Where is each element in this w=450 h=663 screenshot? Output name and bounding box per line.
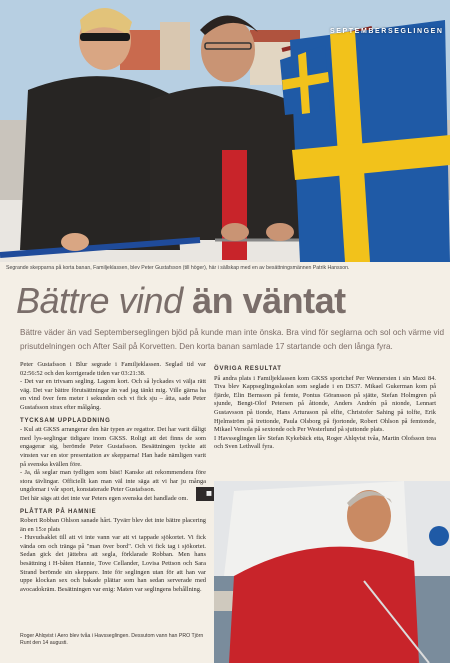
right-paragraph-2: I Havsseglingen låv Stefan Kykebäck etta, Roger Ahlqvist tvåa, Martin Olofsson trea och Sven Lethvall fyra. [214,434,436,451]
left-heading-2: PLÅTTAR PÅ HAMNIE [20,508,97,515]
left-paragraph-7: - Huvudsaklet till att vi inte vann var att vi tappade sjökortet. Vi fick vända om och tränga på "man över bord". Och vi fick tag i sjökortet. Sedan gick det jättebra att segla, förklarade Robban. Men hans besättning i H-båten Hannie, Tove Cellander, Lovisa Pettson och Sara Strand berömde sin skeppare. Inte för seglingen utan för att han var uppe klockan sex och bakade plättar som han sedan serverade med avocadokräm. Besättningen var enig: Maten var seglingens behållning. [20,534,206,593]
right-heading: ÖVRIGA RESULTAT [214,366,282,372]
section-label: SEPTEMBERSEGLINGEN [330,28,444,35]
left-paragraph-5: Det här sägs att det inte var Peters egen svenska det handlade om. [20,494,189,502]
headline-part2: än väntat [192,280,346,321]
headline-part1: Bättre vind [16,280,193,321]
left-paragraph-3: - Kul att GKSS arrangerar den här typen av regattor. Det har varit dåligt med lys-seglingar tidigare inom GKSS. Roligt att det finns de som engagerar sig, berömde Peter Gustafsson. Besättningen tyckte att vinsten var en stor presentation av skepparna! Han hade nämligen varit på svenska kvällen före. [20,426,206,468]
right-paragraph-1: På andra plats i Familjeklassen kom GKSS sportchef Per Wennersten i sin Maxi 84. Tiva blev Kappseglingsskolan som seglade i en DS37. Mikael Gukerman kom på fjärde, Elin Bernsson på femte, Pontus Göransson på sjätte, Stefan Holmgren på sjunde, Bengt-Olof Petersen på åttonde, Anders Andrén på nionde, Lennart Gustavsson på tionde, Hans Arturason på elfte, Christofer Sahing på tolfte, Erik Hjelmström på trettonde, Paula Olsborg på fjortonde, Robert Ohlson på femtonde, Mikael Versola på sextonde och Per Westerlund på sjuttonde plats. [214,374,436,434]
left-paragraph-4: - Ja, då seglar man tydligen som bäst! Kanske att rekommendera före stora tävlingar. Officiellt kan man väl inte säga att vi har ju många ungdomar i vår sport, konstaterade Peter Gustafsson. [20,469,206,494]
harbour-photo-illustration [0,0,450,262]
article-headline [16,280,446,324]
right-column [214,361,436,452]
photo-footnote: Roger Ahlqvist i Aero blev tvåa i Havsseglingen. Dessutom vann han PRO Tjörn Runt den 14 augusti. [20,633,204,646]
bottom-photo [214,481,450,663]
left-paragraph-1: Peter Gustafsson i Blur segrade i Familjeklassen. Seglad tid var 02:56:52 och den korrigerade tiden var 03:21:38. [20,361,206,377]
left-paragraph-6: Robert Robban Ohlson sanade hårt. Tyvärr blev det inte bättre placering än en 15:e plats [20,517,206,533]
left-heading-1: TYCKSAM UPPLADDNING [20,417,111,424]
left-paragraph-2: - Det var en trivsam segling. Lagom kort. Och så lyckades vi välja rätt väg. Det var bättre förutsättningar än vad jag tänkt mig. Ville gärna ha en vind över fem meter i sekunden och vi fick sju – åtta, sade Peter Gustafsson strax efter målgång. [20,378,206,411]
left-column [20,361,206,594]
top-photo-caption: Segrande skepparna på korta banan, Familjeklassen, blev Peter Gustafsson (till höger), här i sällskap med en av besättningsmännen Patrik Hansson. [6,265,350,271]
logo-icon: ▦ [196,487,222,501]
lead-paragraph: Bättre väder än vad Septemberseglingen bjöd på kunde man inte önska. Bra vind för seglarna och sol och värme vid prisutdelningen och After Sail på Korvetten. Den korta banan samlade 17 startande och den långa fyra. [20,328,444,351]
top-photo [0,0,450,262]
sailor-photo-illustration [214,481,450,663]
